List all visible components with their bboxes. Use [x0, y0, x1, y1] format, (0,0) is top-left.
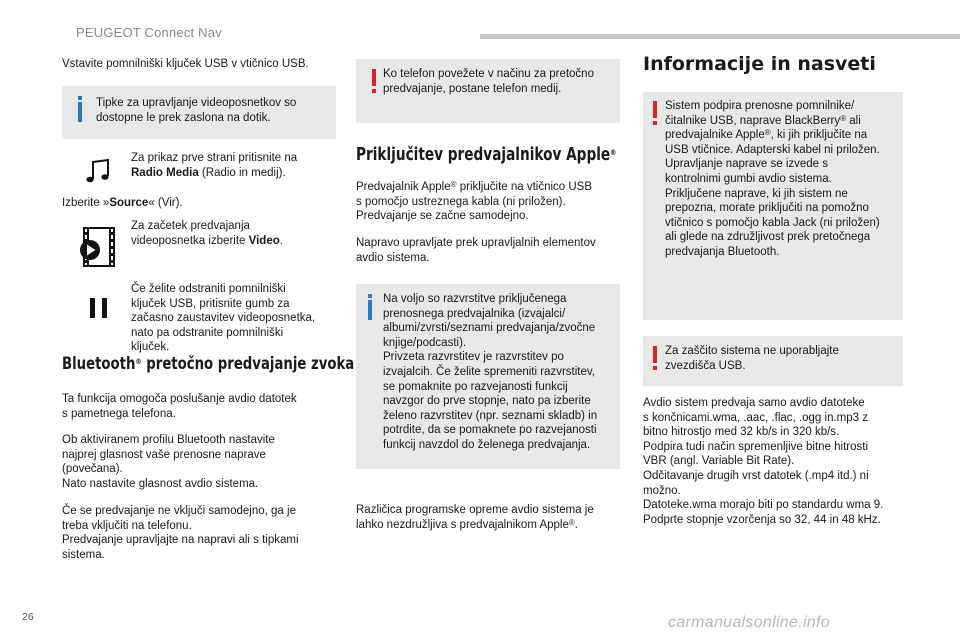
heading-bluetooth-streaming: Bluetooth® pretočno predvajanje zvoka: [62, 354, 355, 374]
bt-paragraph-3: Če se predvajanje ne vključi samodejno, ga je treba vključiti na telefonu. Predvajanje upravljajte na napravi ali s tipkami sistema.: [62, 505, 299, 561]
apple-paragraph-2: Napravo upravljate prek upravljalnih elementov avdio sistema.: [356, 237, 596, 264]
apple-paragraph-3: Različica programske opreme avdio sistema je lahko nezdružljiva s predvajalnikom Apple®.: [356, 504, 594, 531]
formats-paragraph: Avdio sistem predvaja samo avdio datoteke s končnicami.wma, .aac, .flac, .ogg in.mp3 z bitno hitrostjo med 32 kb/s in 320 kb/s. Podpira tudi način spremenljive bitne hitrosti VBR (angl. Variable Bit Rate). Odčitavanje drugih vrst datotek (.mp4 itd.) ni možno. Datoteke.wma morajo biti po standardu wma 9. Podprte stopnje vzorčenja so 32, 44 in 48 kHz.: [643, 397, 884, 526]
warning-icon: [372, 69, 376, 86]
header-rule: [480, 34, 960, 39]
header-title: PEUGEOT Connect Nav: [76, 25, 222, 40]
watermark: carmanualsonline.info: [668, 614, 830, 631]
info-box-text: Na voljo so razvrstitve priključenega prenosnega predvajalnika (izvajalci/ albumi/zvrsti/seznami predvajanja/zvočne knjige/podcasti). Privzeta razvrstitev je razvrstitev po izvajalcih. Če želite spremeniti razvrstitev, se pomaknite po razvejanosti funkcij navzgor do prve stopnje, nato pa izberite želeno razvrstitev (npr. seznami skladb) in potrdite, da se pomaknete po razvejanosti funkcij navzdol do želenega predvajanja.: [383, 293, 598, 451]
bt-paragraph-1: Ta funkcija omogoča poslušanje avdio datotek s pametnega telefona.: [62, 393, 297, 420]
music-note-icon: [86, 157, 112, 185]
warning-box-streaming: [356, 59, 620, 123]
step-video: Za začetek predvajanja videoposnetka izberite Video.: [131, 220, 283, 247]
warning-icon: [653, 346, 657, 363]
warning-box-devices: [643, 92, 903, 320]
warning-box-text: Ko telefon povežete v načinu za pretočno predvajanje, postane telefon medij.: [383, 68, 594, 95]
step-radio-media: Za prikaz prve strani pritisnite na Radio Media (Radio in medij).: [131, 152, 298, 179]
step-remove-usb: Če želite odstraniti pomnilniški ključek USB, pritisnite gumb za začasno zaustavitev videoposnetka, nato pa odstranite pomnilniški ključek.: [131, 283, 316, 354]
info-box-text: Tipke za upravljanje videoposnetkov so dostopne le prek zaslona na dotik.: [96, 97, 297, 124]
heading-info-tips: Informacije in nasveti: [643, 53, 876, 75]
warning-box-usb-hub: [643, 336, 903, 386]
page-number: 26: [22, 611, 34, 623]
info-icon: [78, 102, 82, 122]
info-box-video-keys: [62, 86, 336, 139]
warning-icon: [653, 101, 657, 118]
info-box-sorting: [356, 284, 620, 469]
step-source: Izberite »Source« (Vir).: [62, 197, 183, 209]
warning-box-text: Za zaščito sistema ne uporabljajte zvezdišča USB.: [665, 345, 839, 372]
bt-paragraph-2: Ob aktiviranem profilu Bluetooth nastavite najprej glasnost vaše prenosne naprave (povečana). Nato nastavite glasnost avdio sistema.: [62, 434, 275, 490]
apple-paragraph-1: Predvajalnik Apple® priključite na vtičnico USB s pomočjo ustreznega kabla (ni priložen). Predvajanje se začne samodejno.: [356, 180, 593, 223]
intro-text: Vstavite pomnilniški ključek USB v vtičnico USB.: [62, 58, 309, 70]
heading-apple-players: Priključitev predvajalnikov Apple®: [356, 145, 617, 165]
pause-icon: [88, 296, 110, 320]
info-icon: [368, 300, 372, 320]
video-film-icon: [76, 224, 122, 270]
warning-box-text: Sistem podpira prenosne pomnilnike/ čitalnike USB, naprave BlackBerry® ali predvajalnike Apple®, ki jih priključite na USB vtičnice. Adapterski kabel ni priložen. Upravljanje naprave se izvede s kontrolnimi gumbi avdio sistema. Priključene naprave, ki jih sistem ne prepozna, morate priključiti na pomožno vtičnico s pomočjo kabla Jack (ni priložen) ali glede na združljivost prek pretočnega predvajanja Bluetooth.: [665, 100, 880, 258]
